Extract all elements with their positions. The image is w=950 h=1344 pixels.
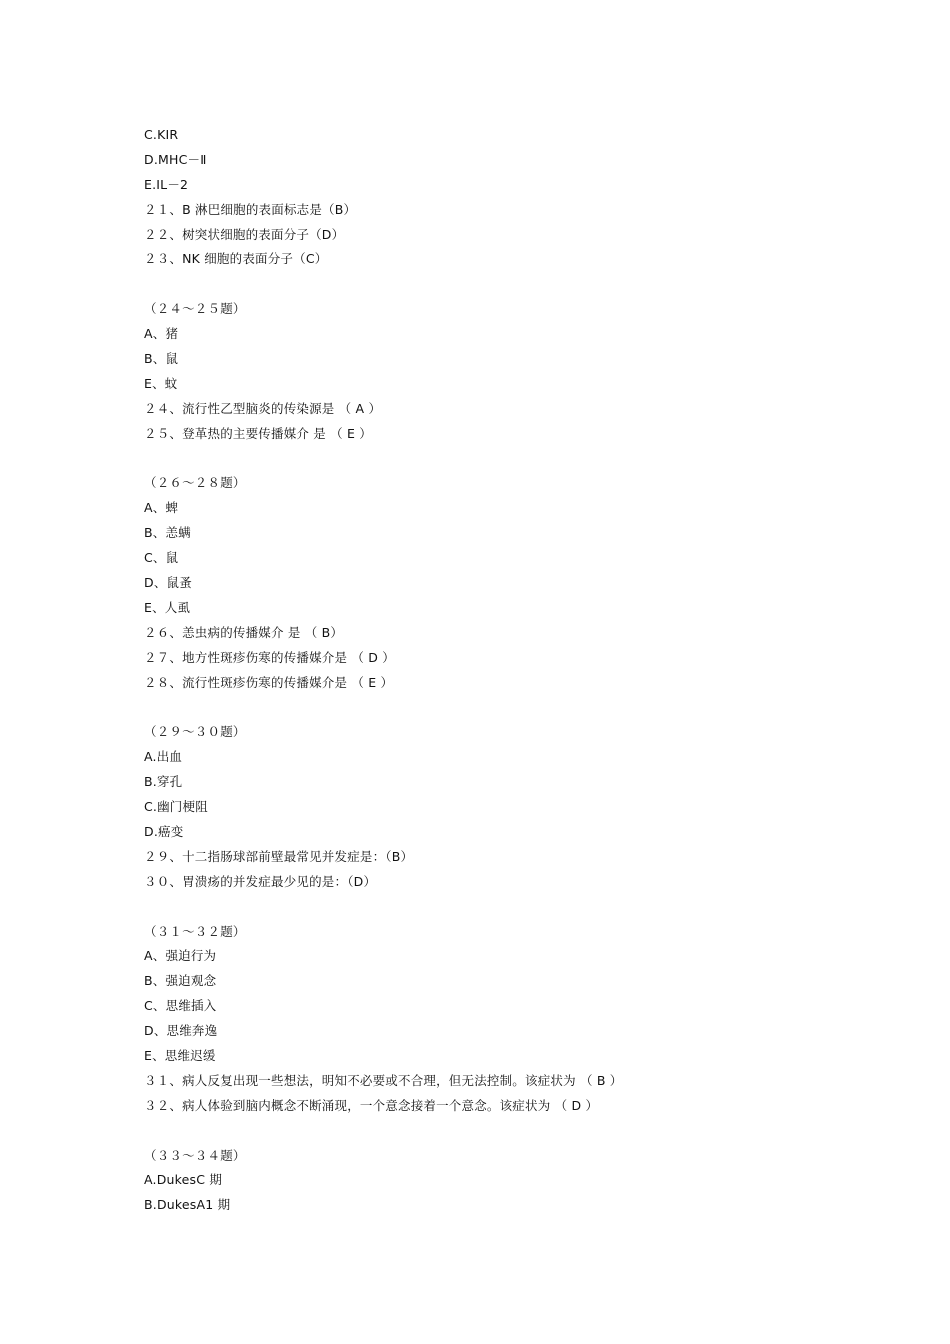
option-d: D.MHC－Ⅱ bbox=[144, 151, 207, 167]
question-28: ２８、流行性斑疹伤寒的传播媒介是 （ E ） bbox=[144, 674, 394, 690]
option-e: E、人虱 bbox=[144, 599, 191, 615]
option-e: E、蚊 bbox=[144, 375, 178, 391]
question-27: ２７、地方性斑疹伤寒的传播媒介是 （ D ） bbox=[144, 649, 395, 665]
option-c: C.KIR bbox=[144, 127, 179, 142]
question-block-24-25 bbox=[144, 297, 844, 446]
block-heading: （３１～３２题） bbox=[144, 923, 246, 939]
option-c: C.幽门梗阻 bbox=[144, 799, 208, 815]
question-26: ２６、恙虫病的传播媒介 是 （ B） bbox=[144, 624, 344, 640]
option-a: A、蜱 bbox=[144, 500, 179, 516]
question-block-20-23 bbox=[144, 123, 844, 272]
question-30: ３０、胃溃疡的并发症最少见的是：（D） bbox=[144, 873, 377, 889]
option-c: C、鼠 bbox=[144, 550, 179, 566]
spacer bbox=[144, 447, 844, 472]
spacer bbox=[144, 695, 844, 720]
option-d: D.癌变 bbox=[144, 823, 184, 839]
document-content bbox=[144, 123, 844, 1218]
option-a: A、强迫行为 bbox=[144, 948, 217, 964]
question-32: ３２、病人体验到脑内概念不断涌现，一个意念接着一个意念。该症状为 （ D ） bbox=[144, 1097, 599, 1113]
option-a: A.出血 bbox=[144, 749, 183, 765]
question-block-29-30 bbox=[144, 720, 844, 894]
spacer bbox=[144, 272, 844, 297]
question-31: ３１、病人反复出现一些想法，明知不必要或不合理，但无法控制。该症状为 （ B ） bbox=[144, 1072, 623, 1088]
block-heading: （３３～３４题） bbox=[144, 1147, 246, 1163]
question-block-26-28 bbox=[144, 471, 844, 695]
option-b: B、鼠 bbox=[144, 351, 179, 367]
spacer bbox=[144, 895, 844, 920]
block-heading: （２９～３０题） bbox=[144, 724, 246, 740]
option-e: E、思维迟缓 bbox=[144, 1047, 216, 1063]
question-24: ２４、流行性乙型脑炎的传染源是 （ A ） bbox=[144, 400, 382, 416]
option-b: B、恙螨 bbox=[144, 525, 191, 541]
question-block-31-32 bbox=[144, 920, 844, 1119]
question-22: ２２、树突状细胞的表面分子（D） bbox=[144, 226, 345, 242]
option-b: B、强迫观念 bbox=[144, 973, 217, 989]
block-heading: （２４～２５题） bbox=[144, 301, 246, 317]
question-block-33-34 bbox=[144, 1144, 844, 1219]
option-c: C、思维插入 bbox=[144, 998, 217, 1014]
question-25: ２５、登革热的主要传播媒介 是 （ E ） bbox=[144, 425, 372, 441]
option-a: A.DukesC 期 bbox=[144, 1172, 223, 1188]
option-d: D、鼠蚤 bbox=[144, 575, 192, 591]
option-b: B.穿孔 bbox=[144, 774, 183, 790]
question-23: ２３、NK 细胞的表面分子（C） bbox=[144, 251, 328, 267]
spacer bbox=[144, 1119, 844, 1144]
block-heading: （２６～２８题） bbox=[144, 475, 246, 491]
option-b: B.DukesA1 期 bbox=[144, 1197, 231, 1213]
option-d: D、思维奔逸 bbox=[144, 1023, 218, 1039]
option-a: A、猪 bbox=[144, 326, 179, 342]
question-29: ２９、十二指肠球部前壁最常见并发症是：（B） bbox=[144, 848, 414, 864]
option-e: E.IL－2 bbox=[144, 176, 189, 192]
question-21: ２１、B 淋巴细胞的表面标志是（B） bbox=[144, 201, 357, 217]
